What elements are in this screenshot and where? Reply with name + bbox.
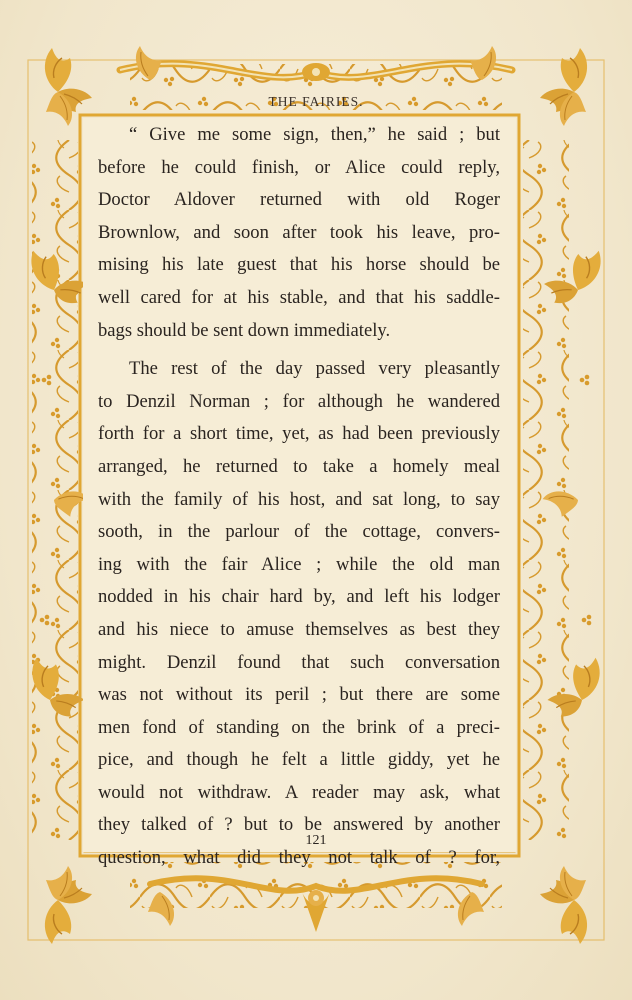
text-line: bags should be sent down immediately. (98, 319, 391, 341)
text-line: would not withdraw. A reader may ask, what (98, 781, 500, 803)
text-line: well cared for at his stable, and that his saddle- (98, 286, 500, 308)
text-line: mising his late guest that his horse should be (98, 254, 500, 276)
text-line: they talked of ? but to be answered by another (98, 814, 500, 836)
text-line: “ Give me some sign, then,” he said ; but (129, 124, 500, 145)
text-line: to Denzil Norman ; for although he wandered (98, 390, 500, 412)
text-line: pice, and though he felt a little giddy, yet he (98, 749, 500, 771)
text-line: nodded in his chair hard by, and left his lodger (98, 586, 500, 608)
text-line: forth for a short time, yet, as had been previously (98, 423, 500, 445)
text-line: before he could finish, or Alice could reply, (98, 156, 500, 178)
text-line: ing with the fair Alice ; while the old man (98, 553, 500, 575)
text-line: Doctor Aldover returned with old Roger (98, 189, 500, 211)
text-line: and his niece to amuse themselves as best they (98, 618, 500, 640)
text-line: question, what did they not talk of ? for, (98, 847, 500, 869)
running-head: THE FAIRIES. (268, 94, 364, 109)
text-line: with the family of his host, and sat long, to say (98, 488, 500, 510)
text-line: might. Denzil found that such conversation (98, 651, 500, 673)
page-number: 121 (305, 833, 327, 848)
text-line: men fond of standing on the brink of a preci- (98, 716, 500, 738)
text-line: sooth, in the parlour of the cottage, convers- (98, 521, 500, 543)
text-line: Brownlow, and soon after took his leave, pro- (98, 221, 500, 243)
text-line: was not without its peril ; but there are some (98, 684, 500, 706)
text-line: arranged, he returned to take a homely meal (98, 455, 500, 477)
text-line: The rest of the day passed very pleasantly (129, 358, 500, 380)
body-text (98, 119, 500, 875)
